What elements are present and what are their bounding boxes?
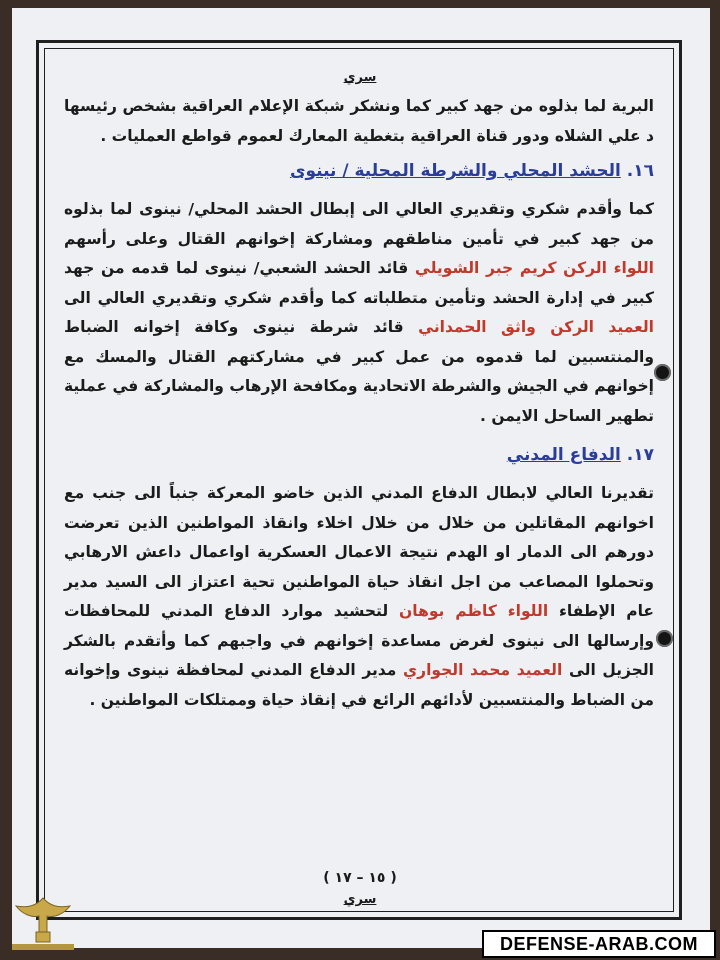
punch-hole-upper [654, 364, 671, 381]
section-16-name-2: العميد الركن واثق الحمداني [418, 318, 654, 336]
section-17-name-2: العميد محمد الجواري [402, 661, 563, 679]
classification-header: سري [343, 70, 377, 85]
punch-hole-lower [656, 630, 673, 647]
section-17-title: الدفاع المدني [506, 445, 621, 465]
section-16-name-1: اللواء الركن كريم جبر الشويلي [414, 259, 654, 277]
section-17-text-3: مدير الدفاع المدني لمحافظة نينوى وإخوانه من الضباط والمنتسبين لأدائهم الرائع في إنقاذ حياة وممتلكات المواطنين . [64, 661, 654, 709]
section-16-paragraph [64, 195, 654, 431]
page-number: ( ١٥ – ١٧ ) [323, 870, 397, 886]
site-watermark: DEFENSE-ARAB.COM [482, 930, 716, 958]
section-17-name-1: اللواء كاظم بوهان [399, 602, 549, 620]
section-17-number: ١٧. [626, 445, 654, 465]
section-17-heading [64, 445, 654, 465]
section-17-paragraph [64, 479, 654, 715]
section-16-number: ١٦. [626, 161, 654, 181]
section-17-text-1: تقديرنا العالي لابطال الدفاع المدني الذين خاضو المعركة جنباً الى جنب مع اخوانهم المقاتلين من خلال من خلال اخلاء وانقاذ المواطنين الذين تعرضت دورهم الى الدمار او الهدم نتيجة الاعمال العسكرية اواعمال داعش الارهابي وتحملوا المصاعب من اجل انقاذ حياة المواطنين تحية اعتزاز الى السيد مدير عام الإطفاء [64, 484, 655, 620]
section-16-text-1: كما وأقدم شكري وتقديري العالي الى إبطال الحشد المحلي/ نينوى لما بذلوه من جهد كبير في تأمين مناطقهم ومشاركة إخوانهم القتال وعلى رأسهم [64, 200, 654, 248]
forum-logo-icon [6, 892, 80, 954]
section-16-text-2: قائد الحشد الشعبي/ نينوى لما قدمه من جهد كبير في إدارة الحشد وتأمين متطلباته كما وأقدم شكري وتقديري العالي الى [64, 259, 654, 307]
section-16-title: الحشد المحلي والشرطة المحلية / نينوى [289, 161, 621, 181]
intro-paragraph: البرية لما بذلوه من جهد كبير كما ونشكر شبكة الإعلام العراقية بشخص رئيسها د علي الشلاه ودور قناة العراقية بتغطية المعارك لعموم قواطع العمليات . [64, 97, 654, 145]
document-body [64, 92, 654, 715]
section-16-text-3: قائد شرطة نينوى وكافة إخوانه الضباط والمنتسبين لما قدموه من عمل كبير في مشاركتهم القتال والمسك مع إخوانهم في الجيش والشرطة الاتحادية ومكافحة الإرهاب والمشاركة في عملية تطهير الساحل الايمن . [64, 318, 654, 425]
section-17-text-2: لتحشيد موارد الدفاع المدني للمحافظات وإرسالها الى نينوى لغرض مساعدة إخوانهم في واجبهم كما وأتقدم بالشكر الجزيل الى [64, 602, 654, 679]
section-16-heading [64, 161, 654, 181]
classification-footer: سري [343, 892, 377, 907]
